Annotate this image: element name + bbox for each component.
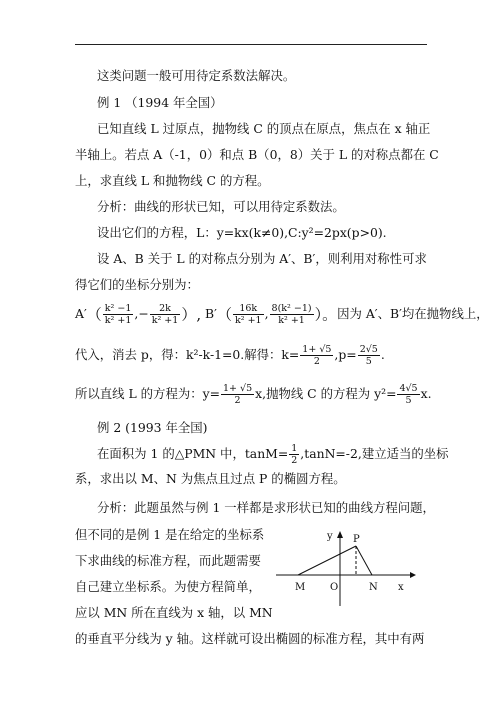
label-x: x (398, 582, 404, 593)
a-y-fraction: $\frac{2k}{\text{k² +1}}$ (151, 303, 179, 326)
analysis-2-line-3: 下求曲线的标准方程，而此题需要 (75, 553, 261, 568)
result-line: 所以直线 L 的方程为：y= $\frac{1+ √5}{2}$ x,抛物线 C 的方程为 y²= $\frac{4√5}{5}$ x. (75, 383, 432, 406)
y-axis-arrow (337, 531, 343, 538)
text-line-3: 已知直线 L 过原点，抛物线 C 的顶点在原点，焦点在 x 轴正 (97, 121, 431, 136)
example-2-line-1: 在面积为 1 的△PMN 中，tanM= $\frac{1}{2}$ ,tanN=-2,建立适当的坐标 (97, 443, 449, 466)
analysis-2-line-6: 的垂直平分线为 y 轴。这样就可设出椭圆的标准方程，其中有两 (75, 631, 425, 646)
equation-setup: 设出它们的方程，L：y=kx(k≠0),C:y²=2px(p>0). (97, 225, 387, 240)
substitution-line: 代入，消去 p，得：k²-k-1=0.解得：k= $\frac{1+ √5}{2}$ ,p= $\frac{2√5}{5}$ . (75, 344, 385, 367)
analysis-line: 分析：曲线的形状已知，可以用待定系数法。 (97, 199, 345, 214)
a-prime-label: A′ (75, 306, 87, 321)
text-line-4: 半轴上。若点 A（-1，0）和点 B（0，8）关于 L 的对称点都在 C (75, 147, 439, 162)
b-x-fraction: $\frac{16k}{\text{k² +1}}$ (234, 303, 262, 326)
tan-m-fraction: $\frac{1}{2}$ (291, 443, 298, 466)
header-rule (75, 44, 427, 45)
triangle-pmn-figure (270, 528, 420, 608)
text-line-9: 得它们的坐标分别为： (75, 277, 199, 292)
side-mp (298, 546, 356, 575)
analysis-2-line-2: 但不同的是例 1 是在给定的坐标系 (75, 527, 265, 542)
label-n: N (369, 582, 378, 593)
example-2-line-2: 系，求出以 M、N 为焦点且过点 P 的椭圆方程。 (75, 471, 346, 486)
label-m: M (295, 582, 306, 593)
parabola-coef-fraction: $\frac{4√5}{5}$ (399, 383, 418, 406)
label-p: P (353, 534, 360, 545)
example-2-heading: 例 2 (1993 年全国) (97, 420, 208, 435)
analysis-2-line-1: 分析：此题虽然与例 1 一样都是求形状已知的曲线方程问题， (97, 500, 435, 515)
x-axis-arrow (410, 572, 416, 578)
slope-fraction: $\frac{1+ √5}{2}$ (223, 383, 253, 406)
a-x-fraction: $\frac{\text{k² −1}}{\text{k² +1}}$ (104, 303, 132, 326)
b-y-fraction: $\frac{\text{8(k² −1)}}{\text{k² +1}}$ (271, 303, 312, 326)
text-line-5: 上，求直线 L 和抛物线 C 的方程。 (75, 173, 270, 188)
analysis-2-line-4: 自己建立坐标系。为使方程简单， (75, 579, 261, 594)
side-pn (356, 546, 372, 575)
text-line-8: 设 A、B 关于 L 的对称点分别为 A′、B′，则利用对称性可求 (97, 251, 427, 266)
analysis-2-line-5: 应以 MN 所在直线为 x 轴，以 MN (75, 605, 273, 620)
text-line-1: 这类问题一般可用待定系数法解决。 (97, 68, 296, 83)
label-o: O (330, 582, 339, 593)
b-prime-label: B′ (205, 306, 217, 321)
k-fraction: $\frac{1+ √5}{2}$ (302, 344, 332, 367)
example-1-heading: 例 1 （1994 年全国） (97, 95, 223, 110)
p-fraction: $\frac{2√5}{5}$ (359, 344, 378, 367)
coordinates-line: A′（ $\frac{\text{k² −1}}{\text{k² +1}}$ ,− $\frac{2k}{\text{k² +1}}$ ）, B′（ $\frac{16k}{\text{k² +1}}$ , $\frac{\text{8(k² −1)}}{\text{k² +1}}$ ）。因为 A′、B′均在抛物线上， (75, 303, 489, 326)
label-y: y (327, 531, 333, 542)
